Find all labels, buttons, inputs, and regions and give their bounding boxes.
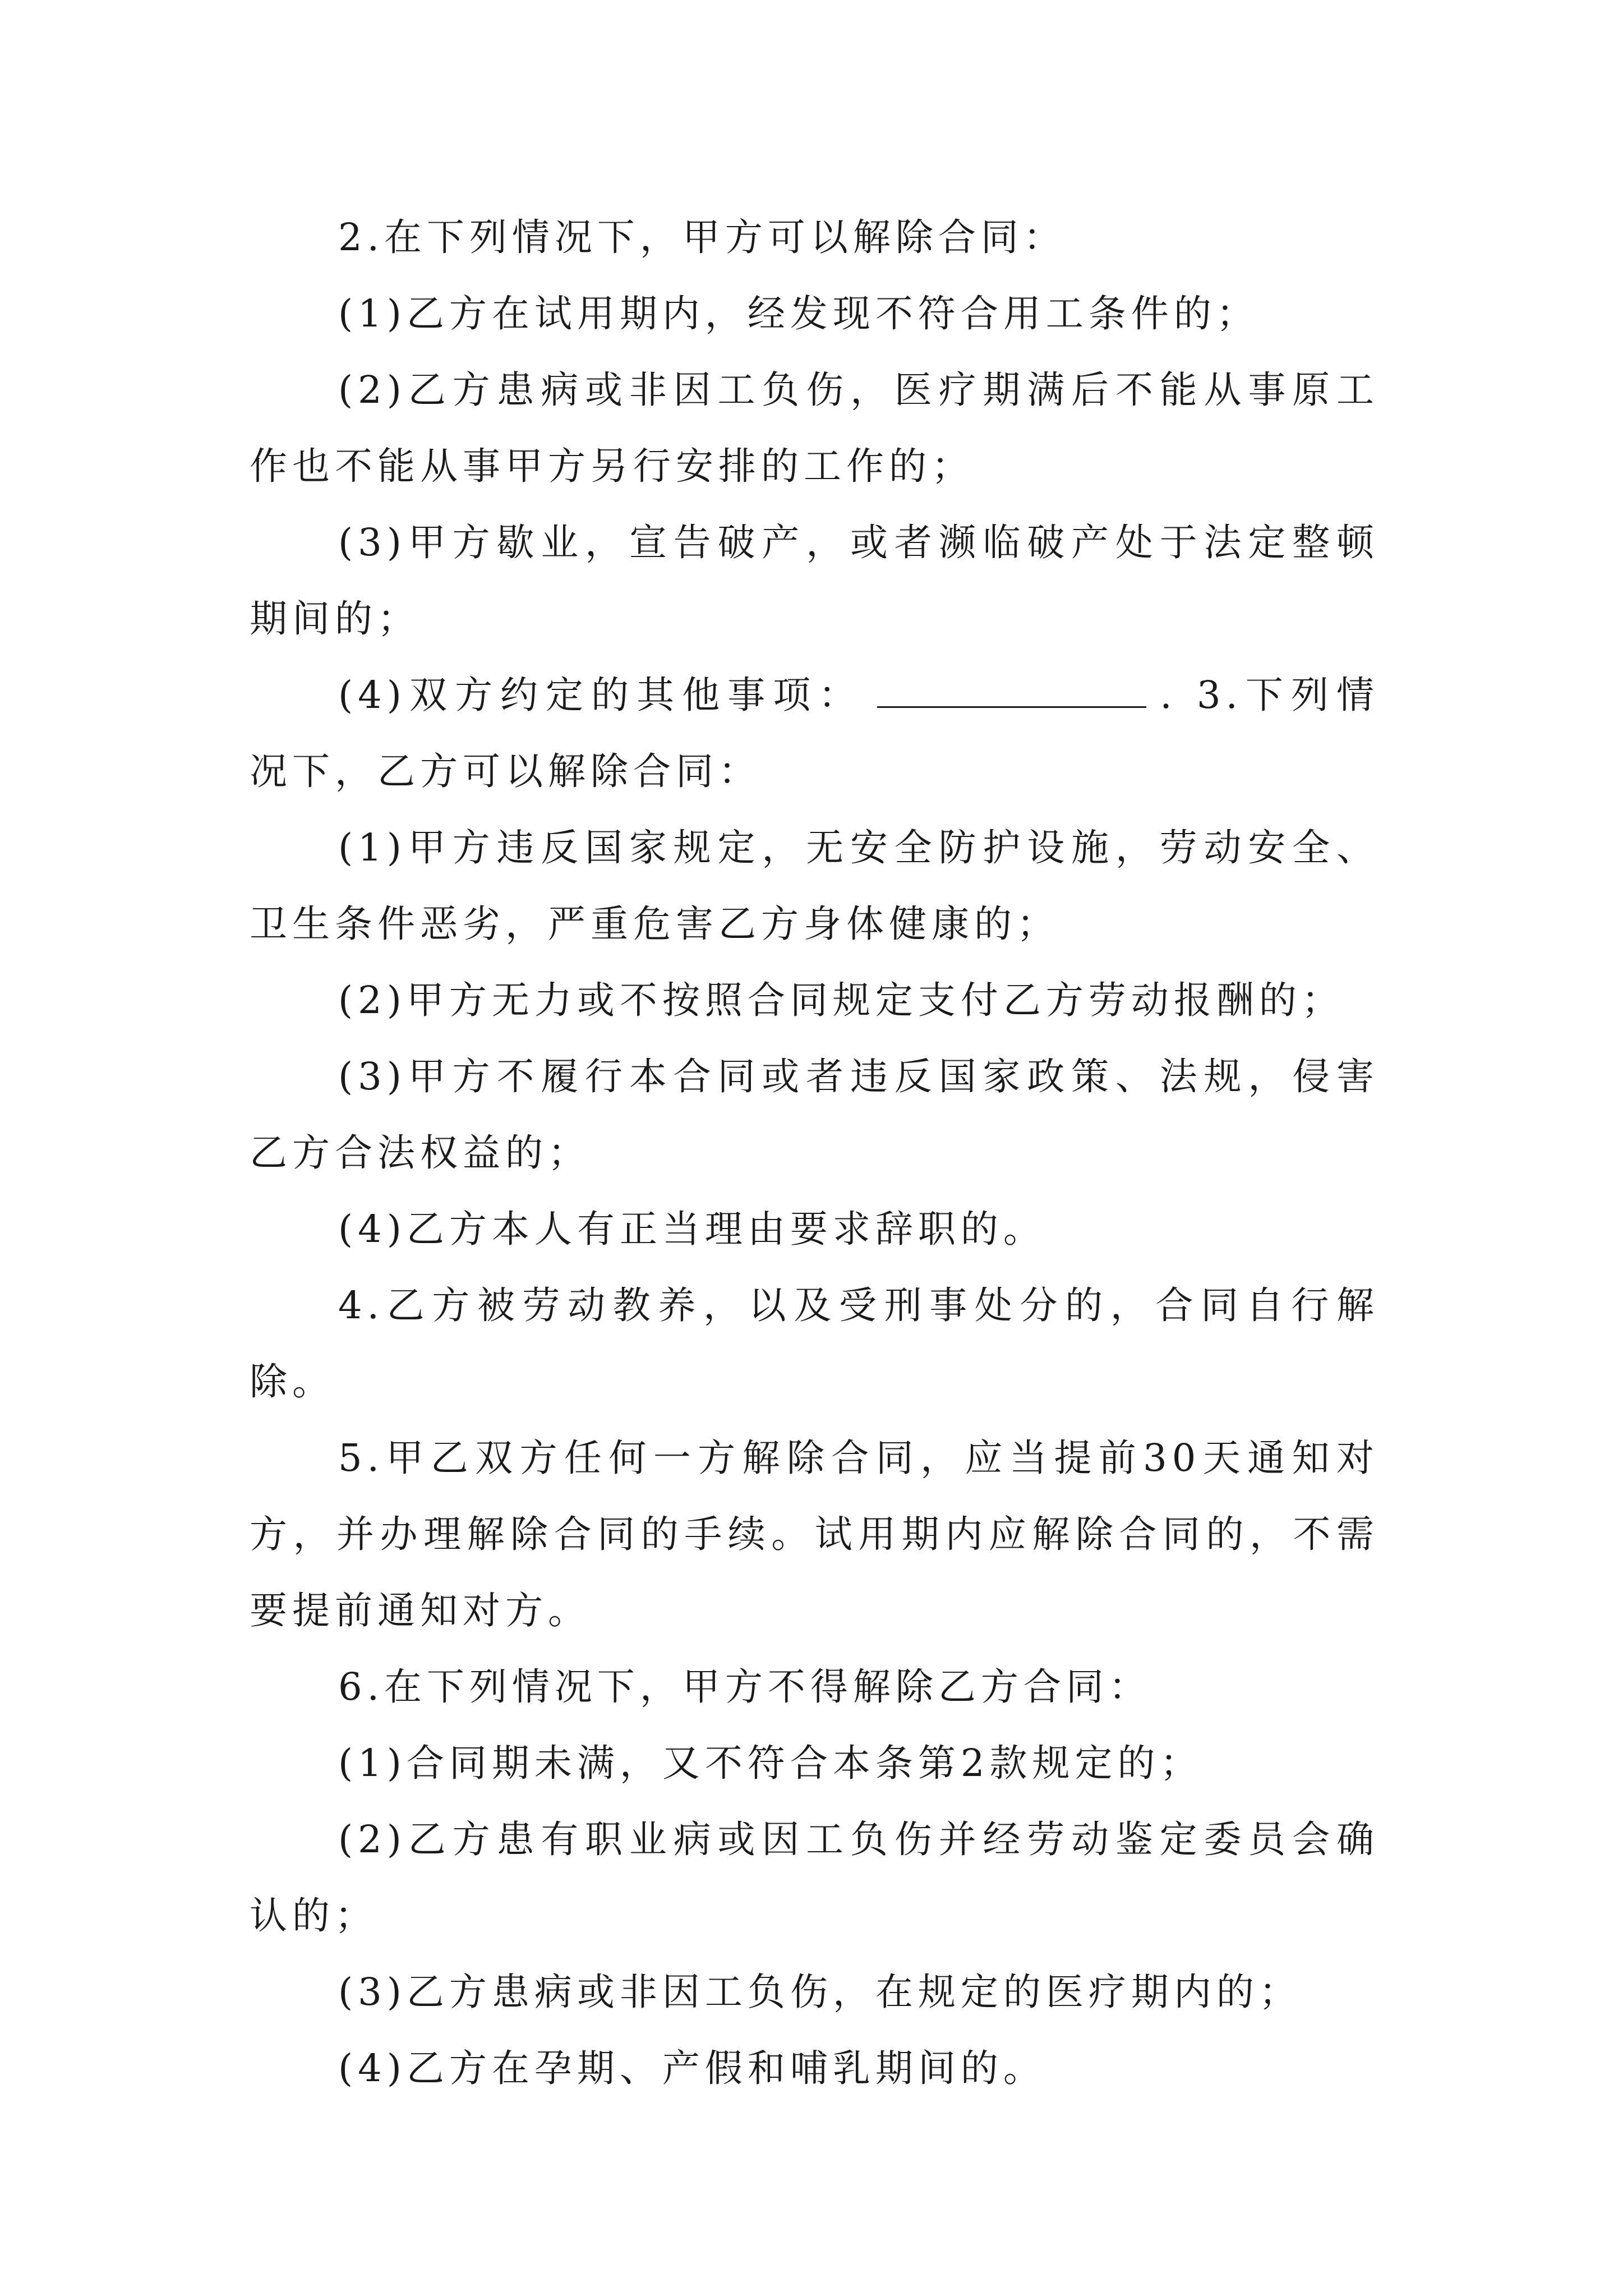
- contract-text: [250, 199, 1379, 2106]
- paragraph-text: (4)双方约定的其他事项：: [338, 673, 864, 717]
- paragraph: (4)乙方本人有正当理由要求辞职的。: [338, 1207, 1046, 1251]
- paragraph: 4.乙方被劳动教养，以及受刑事处分的，合同自行解除。: [250, 1283, 1379, 1404]
- paragraph: (2)乙方患有职业病或因工负伤并经劳动鉴定委员会确认的；: [250, 1818, 1379, 1938]
- paragraph: (1)乙方在试用期内，经发现不符合用工条件的；: [338, 292, 1259, 335]
- paragraph: (2)乙方患病或非因工负伤，医疗期满后不能从事原工作也不能从事甲方另行安排的工作的；: [250, 368, 1379, 488]
- paragraph: 5.甲乙双方任何一方解除合同，应当提前30天通知对方，并办理解除合同的手续。试用期内应解除合同的，不需要提前通知对方。: [250, 1436, 1379, 1632]
- paragraph: (1)甲方违反国家规定，无安全防护设施，劳动安全、卫生条件恶劣，严重危害乙方身体健康的；: [250, 826, 1379, 946]
- paragraph: (3)乙方患病或非因工负伤，在规定的医疗期内的；: [338, 1970, 1302, 2014]
- paragraph: 2.在下列情况下，甲方可以解除合同：: [338, 215, 1066, 259]
- paragraph: (3)甲方歇业，宣告破产，或者濒临破产处于法定整顿期间的；: [250, 521, 1379, 641]
- paragraph: (4)乙方在孕期、产假和哺乳期间的。: [338, 2046, 1046, 2090]
- paragraph: 6.在下列情况下，甲方不得解除乙方合同：: [338, 1665, 1151, 1709]
- paragraph: (3)甲方不履行本合同或者违反国家政策、法规，侵害乙方合法权益的；: [250, 1055, 1379, 1175]
- paragraph-with-blank: [250, 657, 1379, 809]
- paragraph-text-after-blank: . 3.下列情况下，乙方可以解除合同：: [250, 673, 1379, 793]
- paragraph: (2)甲方无力或不按照合同规定支付乙方劳动报酬的；: [338, 978, 1344, 1022]
- paragraph: (1)合同期未满，又不符合本条第2款规定的；: [338, 1741, 1203, 1785]
- fill-in-blank: [877, 673, 1146, 708]
